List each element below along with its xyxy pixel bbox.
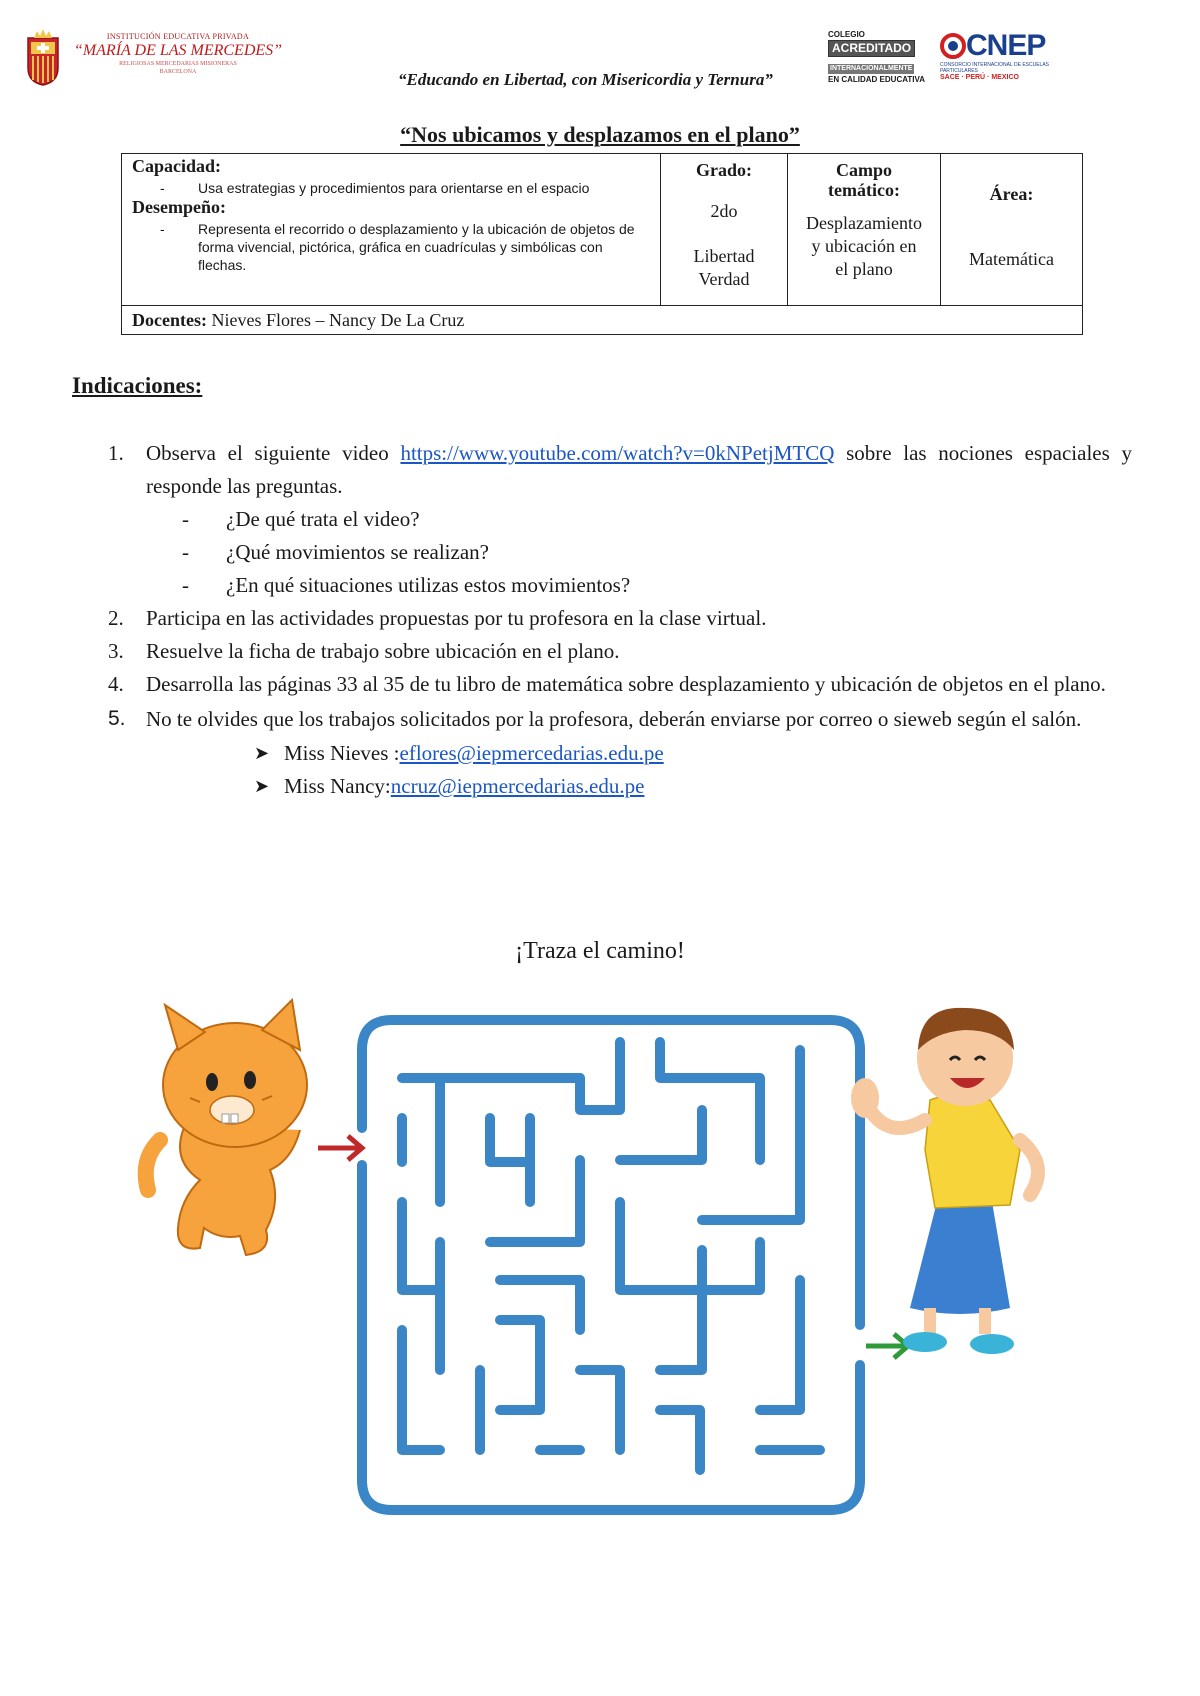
arrow-bullet-icon: ➤	[254, 743, 270, 763]
desempeno-dash: -	[160, 221, 165, 237]
question-text: ¿En qué situaciones utilizas estos movimientos?	[226, 573, 631, 597]
question-dash: -	[182, 573, 189, 597]
capacidad-text: Usa estrategias y procedimientos para orientarse en el espacio	[198, 180, 590, 196]
item-text: Participa en las actividades propuestas por tu profesora en la clase virtual.	[146, 606, 767, 630]
school-type: INSTITUCIÓN EDUCATIVA PRIVADA	[106, 32, 250, 41]
cnep-logo	[940, 30, 1058, 81]
list-item	[108, 668, 1132, 701]
list-item	[108, 437, 1132, 503]
contact-item	[108, 737, 1132, 770]
grado-value: 2do	[710, 201, 738, 221]
info-row	[122, 154, 1083, 306]
desempeno-text: Representa el recorrido o desplazamiento y la ubicación de objetos de forma vivencial, pictórica, gráfica en cuadrículas y simbólicas con flechas.	[198, 221, 635, 273]
cat-illustration	[146, 1000, 307, 1255]
instructions-list	[108, 437, 1132, 803]
arrow-bullet-icon: ➤	[254, 776, 270, 796]
maze	[362, 1020, 860, 1510]
capacidad-dash: -	[160, 180, 165, 196]
school-motto: “Educando en Libertad, con Misericordia y Ternura”	[398, 70, 773, 89]
grado-section-1: Libertad	[693, 246, 755, 266]
question-dash: -	[182, 507, 189, 531]
list-item	[108, 701, 1132, 737]
badge-colegio: COLEGIO	[828, 30, 865, 39]
cnep-countries: SACE · PERÚ · MEXICO	[940, 74, 1019, 81]
school-crest-icon	[24, 28, 62, 86]
docentes-row	[122, 306, 1083, 335]
campo-label-1: Campo	[835, 160, 892, 180]
question-dash: -	[182, 540, 189, 564]
question-text: ¿De qué trata el video?	[226, 507, 420, 531]
item-number: 4.	[108, 672, 124, 696]
badge-acreditado: ACREDITADO	[828, 40, 915, 57]
docentes-label: Docentes:	[132, 310, 207, 330]
maze-activity	[0, 990, 1200, 1570]
item1-post: sobre las nociones espaciales y responde las preguntas.	[146, 441, 1132, 498]
item-number: 3.	[108, 639, 124, 663]
area-label: Área:	[989, 184, 1034, 204]
capacidad-item	[132, 179, 652, 197]
cnep-swirl-icon	[940, 33, 966, 59]
area-cell	[941, 154, 1083, 306]
badge-calidad: EN CALIDAD EDUCATIVA	[828, 75, 926, 84]
campo-value-3: el plano	[835, 259, 893, 279]
campo-label-2: temático:	[828, 180, 900, 200]
cnep-subtitle: CONSORCIO INTERNACIONAL DE ESCUELAS PARTICULARES	[940, 62, 1050, 74]
item-text: Desarrolla las páginas 33 al 35 de tu libro de matemática sobre desplazamiento y ubicación de objetos en el plano.	[146, 672, 1106, 696]
badge-internacional: INTERNACIONALMENTE	[830, 65, 913, 72]
item-text: No te olvides que los trabajos solicitados por la profesora, deberán enviarse por correo o sieweb según el salón.	[146, 707, 1082, 731]
email-link-nieves[interactable]: eflores@iepmercedarias.edu.pe	[399, 741, 664, 765]
question-item	[108, 569, 1132, 602]
cnep-wordmark: CNEP	[966, 29, 1046, 62]
info-table	[121, 153, 1083, 335]
contact-item	[108, 770, 1132, 803]
contact-label: Miss Nancy:	[284, 774, 391, 798]
page-title: “Nos ubicamos y desplazamos en el plano”	[400, 122, 800, 147]
desempeno-label: Desempeño:	[132, 197, 226, 217]
boy-illustration	[851, 1008, 1038, 1354]
start-arrow-icon	[318, 1136, 362, 1160]
school-name: “MARÍA DE LAS MERCEDES”	[73, 42, 283, 59]
capacidad-label: Capacidad:	[132, 156, 222, 176]
video-link[interactable]: https://www.youtube.com/watch?v=0kNPetjMTCQ	[400, 441, 835, 465]
question-item	[108, 536, 1132, 569]
list-item	[108, 635, 1132, 668]
campo-cell	[788, 154, 941, 306]
grado-label: Grado:	[696, 160, 752, 180]
grado-section-2: Verdad	[698, 269, 750, 289]
item-text: Resuelve la ficha de trabajo sobre ubicación en el plano.	[146, 639, 620, 663]
school-congregation: RELIGIOSAS MERCEDARIAS MISIONERAS	[119, 61, 237, 67]
area-value: Matemática	[969, 249, 1054, 269]
item-number: 2.	[108, 606, 124, 630]
list-item	[108, 602, 1132, 635]
contact-label: Miss Nieves :	[284, 741, 400, 765]
docentes-cell	[122, 306, 1083, 335]
docentes-names: Nieves Flores – Nancy De La Cruz	[206, 310, 465, 330]
item-number: 1.	[108, 441, 124, 465]
email-link-nancy[interactable]: ncruz@iepmercedarias.edu.pe	[390, 774, 645, 798]
item-text	[146, 437, 1132, 503]
accreditation-badge	[828, 30, 1058, 92]
campo-value-2: y ubicación en	[811, 236, 917, 256]
question-item	[108, 503, 1132, 536]
question-text: ¿Qué movimientos se realizan?	[226, 540, 489, 564]
end-arrow-icon	[866, 1334, 908, 1358]
school-city: BARCELONA	[159, 69, 197, 75]
grado-cell	[661, 154, 788, 306]
school-logo	[24, 28, 284, 90]
desempeno-item	[132, 220, 652, 274]
capacidad-cell	[122, 154, 661, 306]
item-number: 5.	[108, 707, 126, 730]
item1-pre: Observa el siguiente video	[146, 441, 401, 465]
activity-title: ¡Traza el camino!	[515, 938, 685, 964]
indications-heading: Indicaciones:	[72, 373, 203, 398]
campo-value-1: Desplazamiento	[806, 213, 922, 233]
